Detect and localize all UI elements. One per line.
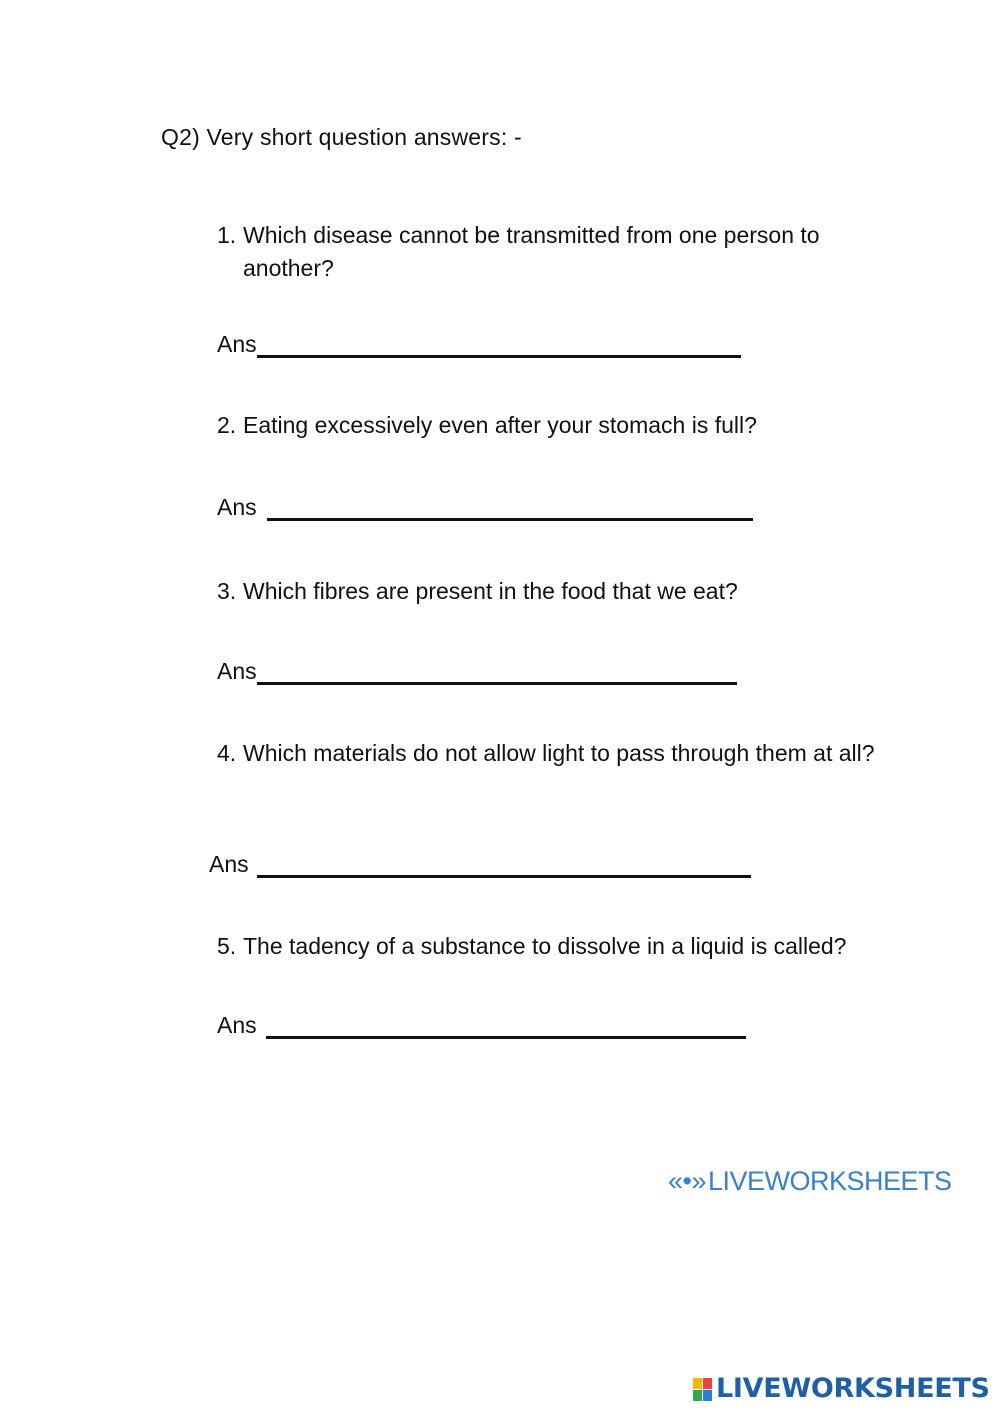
answer-label: Ans <box>217 1012 257 1038</box>
question-1 <box>217 219 897 285</box>
answer-blank[interactable] <box>267 498 753 521</box>
section-heading: Q2) Very short question answers: - <box>161 124 522 150</box>
liveworksheets-watermark <box>668 1166 952 1197</box>
liveworksheets-mark-icon: «•» <box>668 1166 706 1196</box>
question-3 <box>217 575 897 608</box>
question-text: Which materials do not allow light to pass through them at all? <box>243 740 875 766</box>
answer-blank[interactable] <box>266 1016 746 1039</box>
question-text: The tadency of a substance to dissolve in a liquid is called? <box>243 933 847 959</box>
question-text: Which fibres are present in the food that we eat? <box>243 578 738 604</box>
question-2 <box>217 409 897 442</box>
answer-row-5 <box>217 1012 746 1039</box>
logo-text: LIVEWORKSHEETS <box>716 1373 990 1404</box>
question-number: 3. <box>217 578 237 604</box>
question-number: 5. <box>217 933 237 959</box>
answer-label: Ans <box>217 331 257 357</box>
question-number: 1. <box>217 222 237 248</box>
answer-row-3 <box>217 658 737 685</box>
answer-label: Ans <box>217 658 257 684</box>
question-number: 2. <box>217 412 237 438</box>
question-5 <box>217 930 897 963</box>
answer-row-4 <box>209 851 751 878</box>
answer-blank[interactable] <box>257 855 751 878</box>
watermark-text: LIVEWORKSHEETS <box>708 1166 952 1196</box>
answer-blank[interactable] <box>257 335 741 358</box>
question-4 <box>217 737 897 770</box>
logo-tiles-icon <box>693 1378 712 1401</box>
question-text: Eating excessively even after your stomach is full? <box>243 412 757 438</box>
answer-label: Ans <box>217 494 257 520</box>
answer-row-1 <box>217 331 741 358</box>
answer-label: Ans <box>209 851 249 877</box>
answer-row-2 <box>217 494 753 521</box>
question-number: 4. <box>217 740 237 766</box>
liveworksheets-logo[interactable] <box>693 1374 990 1404</box>
question-text: Which disease cannot be transmitted from one person to another? <box>243 222 820 281</box>
answer-blank[interactable] <box>257 662 737 685</box>
